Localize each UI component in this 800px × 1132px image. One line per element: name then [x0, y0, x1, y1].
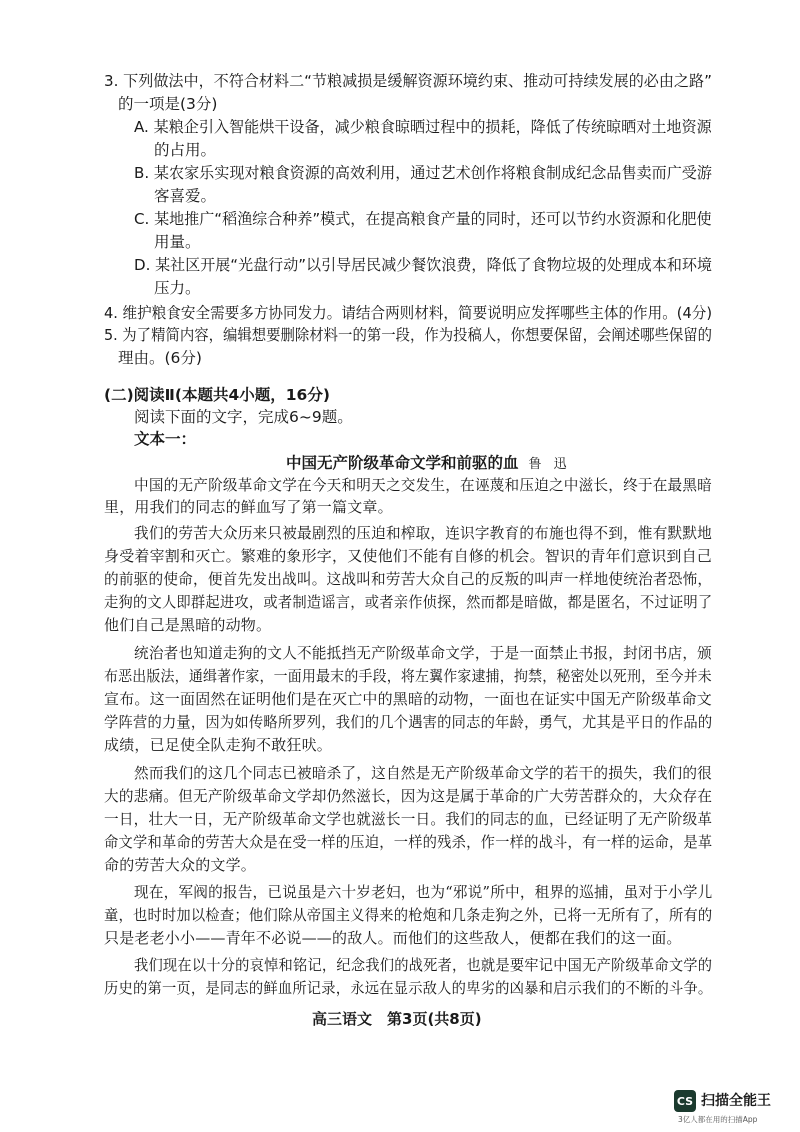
article-title-row	[286, 452, 571, 476]
paragraph-3-line-3: 宣布。这一面固然在证明他们是在灭亡中的黑暗的动物，一面也在证实中国无产阶级革命文	[104, 690, 713, 708]
paragraph-3-line-1: 统治者也知道走狗的文人不能抵挡无产阶级革命文学，于是一面禁止书报，封闭书店，颁	[134, 644, 712, 662]
option-c-line-2: 用量。	[154, 233, 201, 251]
paragraph-2-line-3: 的前驱的使命，便首先发出战叫。这战叫和劳苦大众自己的反叛的叫声一样地使统治者恐怖，	[104, 570, 713, 588]
paragraph-4-line-5: 命的劳苦大众的文学。	[104, 856, 257, 874]
option-d-line-1: D. 某社区开展“光盘行动”以引导居民减少餐饮浪费，降低了食物垃圾的处理成本和环境	[134, 256, 712, 274]
paragraph-4-line-3: 一日，壮大一日，无产阶级革命文学也就滋长一日。我们的同志的血，已经证明了无产阶级革	[104, 810, 713, 828]
question-3-stem-line-1: 3. 下列做法中，不符合材料二“节粮减损是缓解资源环境约束、推动可持续发展的必由之路”	[104, 72, 712, 90]
option-d-line-2: 压力。	[154, 279, 201, 297]
watermark-app-name: 扫描全能王	[701, 1093, 771, 1109]
option-c-line-1: C. 某地推广“稻渔综合种养”模式，在提高粮食产量的同时，还可以节约水资源和化肥使	[134, 210, 712, 228]
paragraph-4-line-1: 然而我们的这几个同志已被暗杀了，这自然是无产阶级革命文学的若干的损失，我们的很	[134, 764, 712, 782]
article-author: 鲁 迅	[528, 457, 571, 472]
paragraph-4-line-2: 大的悲痛。但无产阶级革命文学却仍然滋长，因为这是属于革命的广大劳苦群众的，大众存在	[104, 787, 713, 805]
paragraph-2-line-4: 走狗的文人即群起进攻，或者制造谣言，或者亲作侦探，然而都是暗做，都是匿名，不过证明了	[104, 593, 713, 611]
question-3-stem-line-2: 的一项是(3分)	[118, 95, 218, 113]
paragraph-4-line-4: 命文学和革命的劳苦大众是在受一样的压迫，一样的残杀，作一样的战斗，有一样的运命，是革	[104, 833, 713, 851]
paragraph-3-line-4: 学阵营的力量，因为如传略所罗列，我们的几个遇害的同志的年龄，勇气，尤其是平日的作品的	[104, 713, 713, 731]
paragraph-1-line-1: 中国的无产阶级革命文学在今天和明天之交发生，在诬蔑和压迫之中滋长，终于在最黑暗	[134, 476, 712, 494]
paragraph-5-line-2: 童，也时时加以检查；他们除从帝国主义得来的枪炮和几条走狗之外，已将一无所有了，所有的	[104, 906, 713, 924]
paragraph-3-line-5: 成绩，已足使全队走狗不敢狂吠。	[104, 736, 333, 754]
paragraph-2-line-1: 我们的劳苦大众历来只被最剧烈的压迫和榨取，连识字教育的布施也得不到，惟有默默地	[134, 524, 712, 542]
section-instruction: 阅读下面的文字，完成6~9题。	[134, 408, 353, 426]
paragraph-6-line-2: 历史的第一页，是同志的鲜血所记录，永远在显示敌人的卑劣的凶暴和启示我们的不断的斗争。	[104, 979, 713, 997]
option-a-line-2: 的占用。	[154, 141, 217, 159]
option-b-line-2: 客喜爱。	[154, 187, 217, 205]
scanner-watermark	[674, 1088, 794, 1126]
paragraph-6-line-1: 我们现在以十分的哀悼和铭记，纪念我们的战死者，也就是要牢记中国无产阶级革命文学的	[134, 956, 713, 974]
question-5-line-1: 5. 为了精简内容，编辑想要删除材料一的第一段，作为投稿人，你想要保留，会阐述哪些保留的	[104, 326, 713, 344]
question-4: 4. 维护粮食安全需要多方协同发力。请结合两则材料，简要说明应发挥哪些主体的作用。(4分)	[104, 304, 713, 322]
option-b-line-1: B. 某农家乐实现对粮食资源的高效利用，通过艺术创作将粮食制成纪念品售卖而广受游	[134, 164, 712, 182]
text-label: 文本一：	[134, 430, 197, 448]
option-a-line-1: A. 某粮企引入智能烘干设备，减少粮食晾晒过程中的损耗，降低了传统晾晒对土地资源	[134, 118, 712, 136]
paragraph-5-line-1: 现在，军阀的报告，已说虽是六十岁老妇，也为“邪说”所中，租界的巡捕，虽对于小学儿	[134, 883, 713, 901]
article-title: 中国无产阶级革命文学和前驱的血	[286, 454, 519, 472]
question-5-line-2: 理由。(6分)	[118, 349, 202, 367]
paragraph-2-line-2: 身受着宰割和灭亡。繁难的象形字，又使他们不能有自修的机会。智识的青年们意识到自己	[104, 547, 713, 565]
paragraph-5-line-3: 只是老老小小——青年不必说——的敌人。而他们的这些敌人，便都在我们的这一面。	[104, 929, 682, 947]
page-footer: 高三语文 第3页(共8页)	[312, 1010, 482, 1028]
paragraph-3-line-2: 布恶出版法，通缉著作家，一面用最末的手段，将左翼作家逮捕，拘禁，秘密处以死刑，至今并未	[104, 667, 712, 685]
paragraph-1-line-2: 里，用我们的同志的鲜血写了第一篇文章。	[104, 498, 393, 516]
section-heading: (二)阅读Ⅱ(本题共4小题，16分)	[104, 386, 330, 404]
camscanner-logo-icon: CS	[674, 1090, 696, 1112]
paragraph-2-line-5: 他们自己是黑暗的动物。	[104, 616, 272, 634]
watermark-tagline: 3亿人都在用的扫描App	[678, 1115, 758, 1124]
